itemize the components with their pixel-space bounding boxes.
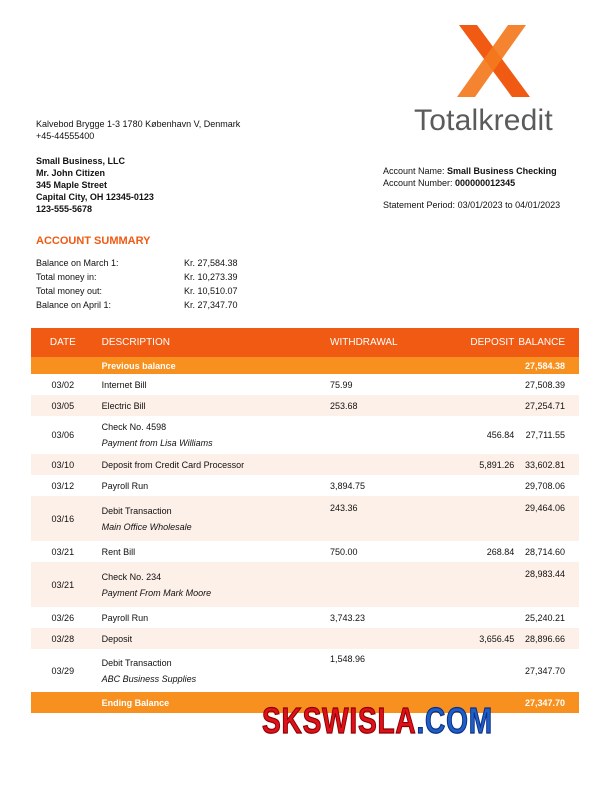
row-balance: 29,464.06 — [518, 496, 579, 541]
ending-balance-label: Ending Balance — [95, 692, 330, 713]
row-description: Electric Bill — [95, 395, 330, 416]
row-description: Deposit from Credit Card Processor — [95, 454, 330, 475]
row-subdescription: Main Office Wholesale — [101, 521, 192, 532]
summary-row — [36, 286, 238, 300]
row-description: Rent Bill — [101, 546, 136, 557]
row-description: Deposit — [95, 628, 330, 649]
row-deposit: 268.84 — [486, 546, 515, 557]
row-withdrawal — [330, 416, 430, 454]
row-description: Debit Transaction — [101, 657, 172, 668]
account-number-label: Account Number: — [383, 178, 453, 188]
row-withdrawal: 253.68 — [330, 395, 430, 416]
row-deposit — [430, 374, 519, 395]
row-date: 03/10 — [31, 454, 95, 475]
previous-balance-row — [31, 357, 579, 374]
statement-period — [383, 200, 560, 210]
table-row — [31, 541, 579, 562]
row-withdrawal: 3,894.75 — [330, 480, 366, 491]
table-row — [31, 374, 579, 395]
row-balance: 27,711.55 — [525, 430, 565, 440]
row-balance: 29,708.06 — [524, 480, 565, 491]
row-description: Payroll Run — [101, 480, 149, 491]
summary-label: Balance on April 1: — [36, 300, 112, 310]
statement-period-value: 03/01/2023 to 04/01/2023 — [457, 200, 561, 210]
summary-value: Kr. 10,273.39 — [184, 272, 238, 282]
previous-balance-label: Previous balance — [95, 357, 330, 374]
row-withdrawal — [330, 454, 430, 475]
summary-value: Kr. 27,584.38 — [184, 258, 238, 268]
summary-label: Total money out: — [36, 286, 103, 296]
row-balance: 33,602.81 — [518, 454, 579, 475]
table-row — [31, 628, 579, 649]
row-deposit: 456.84 — [486, 430, 515, 440]
header-withdrawal: WITHDRAWAL — [330, 328, 430, 357]
row-deposit — [430, 649, 519, 692]
bank-address-block — [36, 118, 240, 142]
row-subdescription: ABC Business Supplies — [101, 673, 197, 684]
row-description: Check No. 234 — [101, 571, 162, 582]
row-deposit: 5,891.26 — [430, 454, 519, 475]
header-date: DATE — [31, 328, 95, 357]
row-description-cell — [95, 649, 330, 692]
row-date: 03/29 — [51, 665, 75, 676]
row-description-cell — [95, 416, 330, 454]
row-description-cell — [95, 562, 330, 607]
bank-address: Kalvebod Brygge 1-3 1780 København V, Denmark — [36, 119, 241, 129]
summary-value: Kr. 27,347.70 — [184, 300, 238, 310]
row-deposit — [430, 395, 519, 416]
row-withdrawal — [330, 628, 430, 649]
customer-address — [36, 155, 154, 215]
statement-period-label: Statement Period: — [383, 200, 456, 210]
header-balance: BALANCE — [518, 328, 579, 357]
table-row — [31, 562, 579, 607]
row-withdrawal: 3,743.23 — [330, 612, 366, 623]
customer-line: Mr. John Citizen — [36, 168, 106, 178]
row-subdescription: Payment From Mark Moore — [101, 587, 212, 598]
account-summary — [36, 258, 238, 314]
bank-phone: +45-44555400 — [36, 131, 95, 141]
row-date: 03/21 — [31, 562, 95, 607]
header-description: DESCRIPTION — [95, 328, 330, 357]
summary-row — [36, 258, 238, 272]
customer-line: 345 Maple Street — [36, 180, 108, 190]
row-balance: 27,347.70 — [524, 665, 565, 676]
transactions-table — [31, 328, 579, 713]
previous-balance-value: 27,584.38 — [518, 357, 579, 374]
account-name-label: Account Name: — [383, 166, 445, 176]
customer-line: 123-555-5678 — [36, 204, 93, 214]
customer-line: Small Business, LLC — [36, 156, 126, 166]
row-deposit: 3,656.45 — [430, 628, 519, 649]
row-withdrawal: 243.36 — [330, 496, 430, 541]
row-description: Debit Transaction — [101, 505, 172, 516]
ending-balance-value: 27,347.70 — [518, 692, 579, 713]
row-deposit — [430, 496, 519, 541]
row-withdrawal: 75.99 — [330, 379, 353, 390]
table-row — [31, 496, 579, 541]
table-row — [31, 454, 579, 475]
row-deposit — [430, 475, 519, 496]
row-date: 03/26 — [51, 612, 75, 623]
table-row — [31, 649, 579, 692]
watermark-suffix: .COM — [416, 700, 493, 741]
row-balance: 28,714.60 — [524, 546, 565, 557]
row-deposit — [430, 607, 519, 628]
account-info — [383, 165, 557, 189]
row-date: 03/06 — [51, 430, 75, 440]
table-header — [31, 328, 579, 357]
watermark-text — [262, 700, 493, 742]
row-withdrawal: 1,548.96 — [330, 654, 366, 664]
bank-logo-text: Totalkredit — [414, 104, 553, 137]
account-number: 000000012345 — [455, 178, 516, 188]
table-row — [31, 395, 579, 416]
customer-line: Capital City, OH 12345-0123 — [36, 192, 154, 202]
account-name: Small Business Checking — [447, 166, 557, 176]
row-balance: 28,896.66 — [518, 628, 579, 649]
row-balance: 25,240.21 — [524, 612, 565, 623]
row-balance: 27,254.71 — [518, 395, 579, 416]
row-date: 03/16 — [31, 496, 95, 541]
row-description: Internet Bill — [101, 379, 147, 390]
account-summary-title: ACCOUNT SUMMARY — [36, 235, 151, 247]
row-description-cell — [95, 496, 330, 541]
table-row — [31, 416, 579, 454]
row-date: 03/28 — [31, 628, 95, 649]
summary-row — [36, 272, 238, 286]
summary-label: Balance on March 1: — [36, 258, 119, 268]
table-row — [31, 475, 579, 496]
summary-value: Kr. 10,510.07 — [184, 286, 238, 296]
row-date: 03/21 — [51, 546, 75, 557]
row-balance: 28,983.44 — [518, 562, 579, 607]
table-row — [31, 607, 579, 628]
summary-row — [36, 300, 238, 314]
row-subdescription: Payment from Lisa Williams — [101, 438, 213, 448]
row-date: 03/02 — [51, 379, 75, 390]
row-description: Payroll Run — [101, 612, 149, 623]
row-date: 03/12 — [51, 480, 75, 491]
row-withdrawal: 750.00 — [330, 546, 358, 557]
watermark-main: SKSWISLA — [262, 700, 417, 741]
row-description: Check No. 4598 — [101, 422, 167, 432]
header-deposit: DEPOSIT — [430, 328, 519, 357]
row-balance: 27,508.39 — [524, 379, 565, 390]
summary-label: Total money in: — [36, 272, 97, 282]
row-deposit — [430, 562, 519, 607]
row-date: 03/05 — [31, 395, 95, 416]
totalkredit-x-logo-icon — [455, 25, 530, 97]
row-withdrawal — [330, 562, 430, 607]
